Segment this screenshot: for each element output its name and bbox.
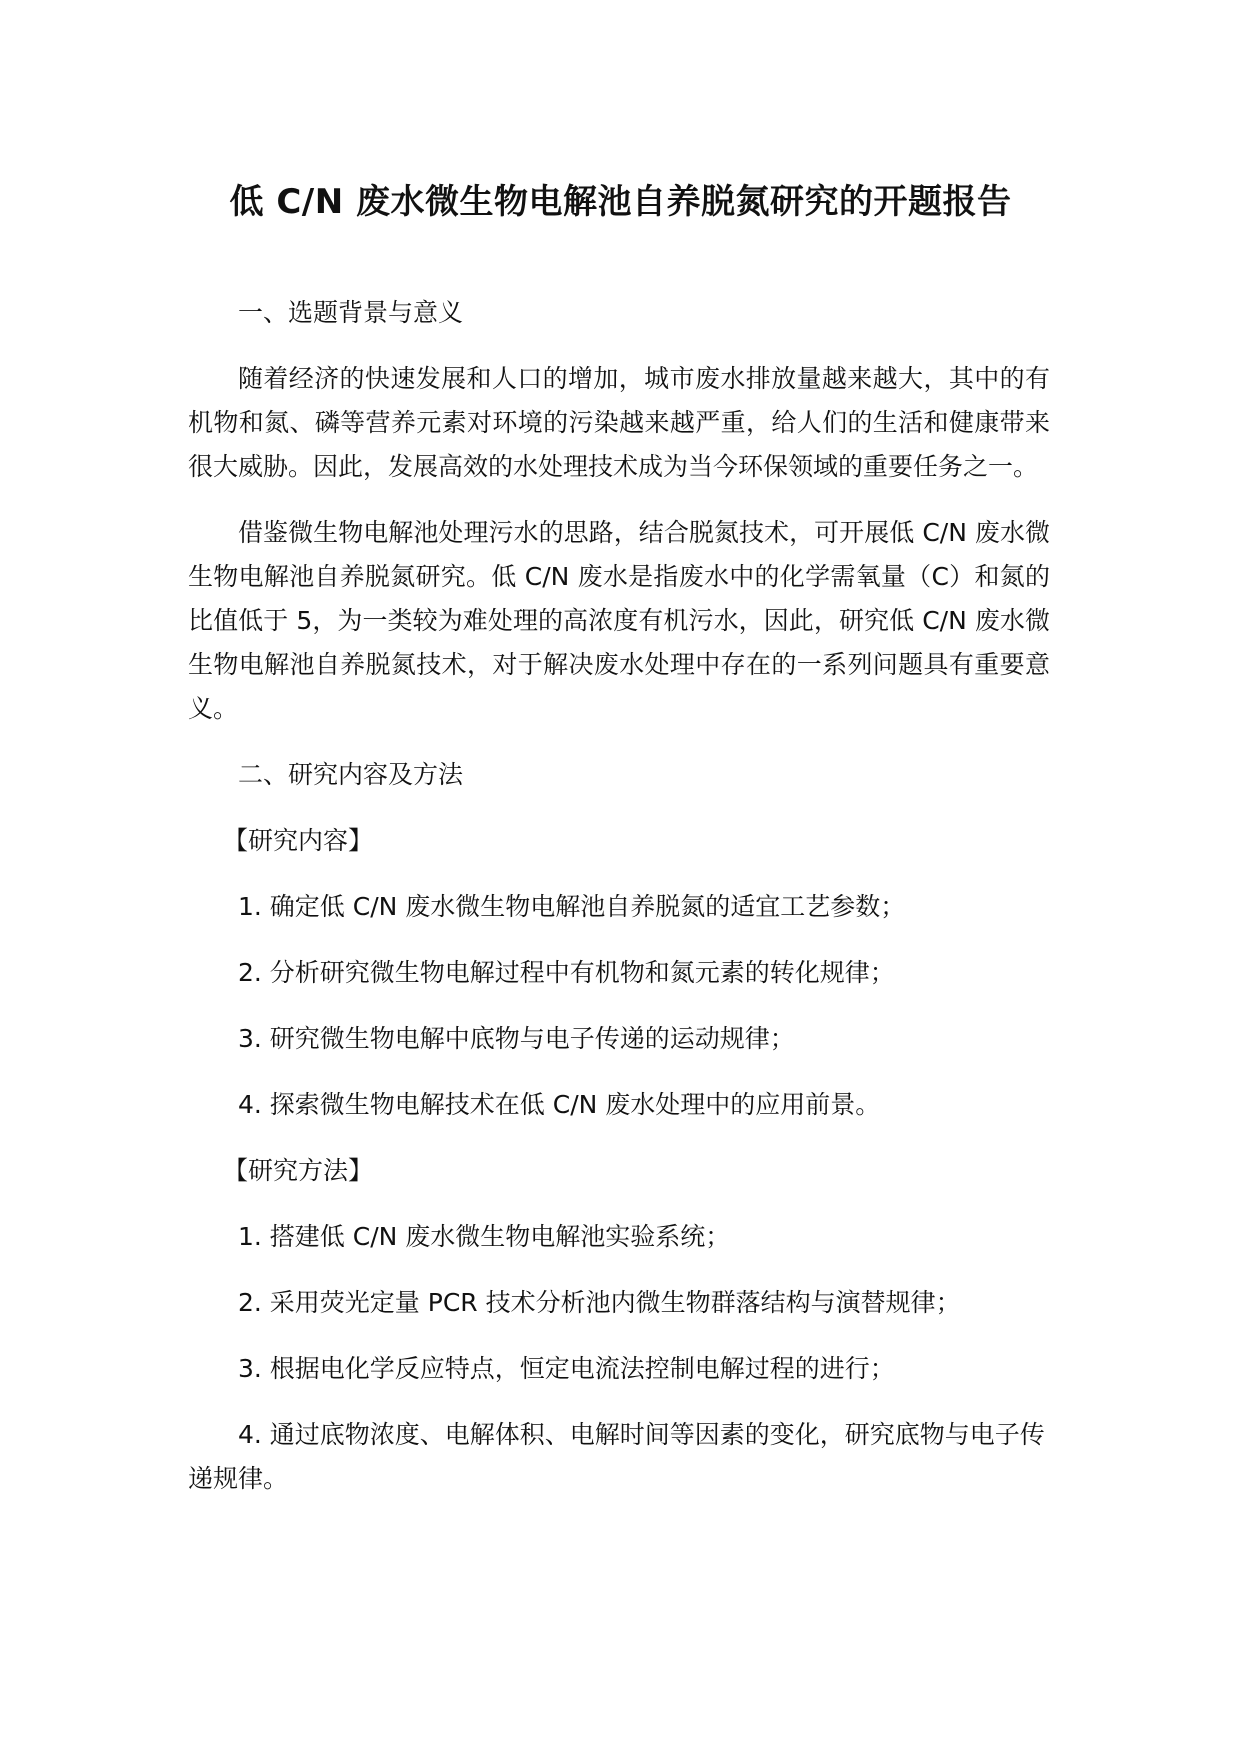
- paragraph-approach: 借鉴微生物电解池处理污水的思路，结合脱氮技术，可开展低 C/N 废水微生物电解池自养脱氮研究。低 C/N 废水是指废水中的化学需氧量（C）和氮的比值低于 5，为一类较为难处理的高浓度有机污水，因此，研究低 C/N 废水微生物电解池自养脱氮技术，对于解决废水处理中存在的一系列问题具有重要意义。: [188, 518, 1050, 723]
- list-item-method-2: 2. 采用荧光定量 PCR 技术分析池内微生物群落结构与演替规律；: [238, 1288, 961, 1317]
- list-item-content-3: 3. 研究微生物电解中底物与电子传递的运动规律；: [238, 1024, 795, 1053]
- list-item-content-2: 2. 分析研究微生物电解过程中有机物和氮元素的转化规律；: [238, 958, 895, 987]
- section-heading-content-methods: 二、研究内容及方法: [238, 760, 464, 789]
- paragraph-background: 随着经济的快速发展和人口的增加，城市废水排放量越来越大，其中的有机物和氮、磷等营养元素对环境的污染越来越严重，给人们的生活和健康带来很大威胁。因此，发展高效的水处理技术成为当今环保领域的重要任务之一。: [188, 364, 1050, 481]
- subheading-research-content: 【研究内容】: [223, 826, 374, 855]
- subheading-research-method: 【研究方法】: [223, 1156, 374, 1185]
- list-item-method-4: 4. 通过底物浓度、电解体积、电解时间等因素的变化，研究底物与电子传递规律。: [188, 1420, 1045, 1493]
- document-title: 低 C/N 废水微生物电解池自养脱氮研究的开题报告: [229, 182, 1012, 222]
- list-item-content-4: 4. 探索微生物电解技术在低 C/N 废水处理中的应用前景。: [238, 1090, 881, 1119]
- list-item-method-3: 3. 根据电化学反应特点，恒定电流法控制电解过程的进行；: [238, 1354, 895, 1383]
- document-body: [188, 291, 1050, 1523]
- section-heading-background: 一、选题背景与意义: [238, 298, 464, 327]
- list-item-method-1: 1. 搭建低 C/N 废水微生物电解池实验系统；: [238, 1222, 731, 1251]
- list-item-content-1: 1. 确定低 C/N 废水微生物电解池自养脱氮的适宜工艺参数；: [238, 892, 906, 921]
